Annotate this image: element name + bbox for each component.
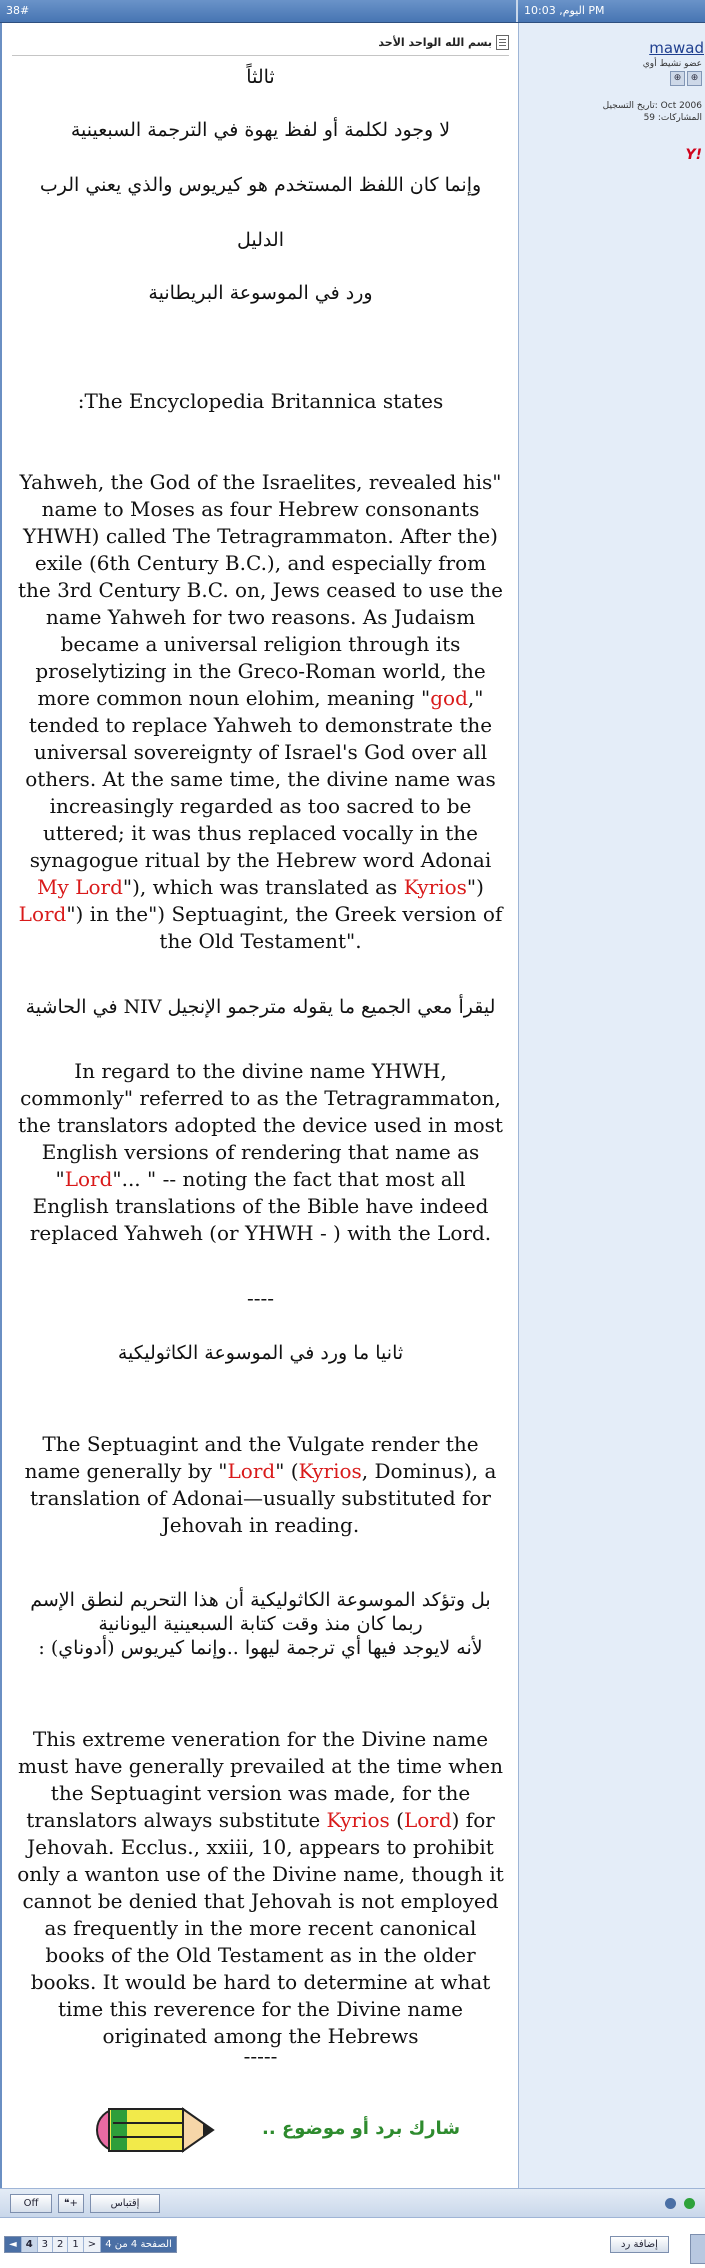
arabic-line-4: ورد في الموسوعة البريطانية [148,282,373,304]
page-link-current[interactable]: 4 [22,2237,38,2252]
online-status-icon [684,2198,695,2209]
first-page-button[interactable]: ◄ [5,2237,22,2252]
highlight-lord: Lord [18,902,67,926]
quote-text: ," tended to replace Yahweh to demonstrate the universal sovereignty of Israel's God over all others. At the same time, the divine name was increasingly regarded as too sacred to be uttered; it was thus replaced vocally in the synagogue ritual by the Hebrew word Adonai [25,686,496,872]
highlight-kyrios: Kyrios [403,875,467,899]
quote-text: Yahweh, the God of the Israelites, revealed his" name to Moses as four Hebrew consonants YHWH) called The Tetragrammaton. After the) exile (6th Century B.C.), and especially from the 3rd Century B.C. on, Jews ceased to use the name Yahweh for two reasons. As Judaism became a universal religion through its proselytizing in the Greco-Roman world, the more common noun elohim, meaning " [17,470,504,710]
username-link[interactable]: mawad [649,39,704,57]
post-count: المشاركات: 59 [643,113,702,123]
quote-text: The Septuagint and the Vulgate render the name generally by " [24,1432,479,1483]
multi-quote-icon[interactable]: ❝+ [58,2194,84,2213]
quote-text: ( [396,1808,404,1832]
post-body [0,23,519,2188]
user-icons [670,71,702,86]
highlight-lord: Lord [403,1808,452,1832]
quote-text: "), which was translated as [122,875,398,899]
yahoo-messenger-icon[interactable]: Y! [685,147,702,163]
britannica-quote [16,469,505,955]
post-title-text: بسم الله الواحد الأحد [378,36,492,49]
highlight-kyrios: Kyrios [298,1459,362,1483]
separator-dashes: ----- [243,2044,278,2068]
page-link[interactable]: 1 [68,2237,83,2252]
highlight-kyrios: Kyrios [326,1808,390,1832]
arabic-line-8: لأنه لايوجد فيها أي ترجمة ليهوا ..وإنما كيريوس (أدوناي) : [38,1637,483,1659]
highlight-my-lord: My Lord [37,875,123,899]
highlight-god: god [430,686,468,710]
pencil-icon [95,2105,215,2155]
next-page-button[interactable]: > [84,2237,101,2252]
post-action-bar [0,2188,705,2218]
offline-status-icon [665,2198,676,2209]
section-heading: ثالثاً [246,66,275,88]
report-button[interactable]: Off [10,2194,52,2213]
niv-quote [16,1058,505,1247]
arabic-line-2: وإنما كان اللفظ المستخدم هو كيريوس والذي يعني الرب [39,174,482,196]
user-rank: عضو نشيط أوي [642,59,702,69]
page-link[interactable]: 2 [53,2237,68,2252]
quote-button[interactable]: إقتباس [90,2194,160,2213]
signature-text: شارك برد أو موضوع .. [262,2118,461,2139]
post-title [378,35,509,50]
quote-text: This extreme veneration for the Divine name must have generally prevailed at the time when the Septuagint version was made, for the translators always substitute [17,1727,504,1832]
add-reply-button[interactable]: إضافة رد [610,2236,669,2253]
scrollbar[interactable] [690,2234,705,2264]
user-gender-icon: ⊕ [687,71,702,86]
pagination [4,2236,177,2253]
user-sidebar [518,23,705,2188]
arabic-line-6: ثانيا ما ورد في الموسوعة الكاثوليكية [117,1342,404,1364]
catholic-quote-1 [24,1431,497,1539]
catholic-quote-2 [12,1726,509,2050]
arabic-line-3: الدليل [237,229,284,251]
document-icon [496,35,509,50]
arabic-line-7: بل وتؤكد الموسوعة الكاثوليكية أن هذا التحريم لنطق الإسم ربما كان منذ وقت كتابة السبعينية اليونانية [30,1589,491,1635]
britannica-intro: :The Encyclopedia Britannica states [77,389,444,413]
post-date: اليوم, 10:03 PM [524,4,605,17]
quote-text: ") in the") Septuagint, the Greek version of the Old Testament". [66,902,503,953]
page-info: الصفحة 4 من 4 [101,2237,176,2252]
separator-dashes: ---- [246,1286,275,1310]
quote-text: , Dominus), a translation of Adonai—usually substituted for Jehovah in reading. [30,1459,497,1537]
highlight-lord: Lord [64,1167,113,1191]
page-link[interactable]: 3 [38,2237,53,2252]
quote-text: " ( [275,1459,299,1483]
post-header-bar [0,0,705,23]
quote-text: "... " -- noting the fact that most all English translations of the Bible have indeed replaced Yahweh (or YHWH - ) with the Lord. [29,1167,492,1245]
user-flag-icon: ⊕ [670,71,685,86]
arabic-line-5: ليقرأ معي الجميع ما يقوله مترجمو الإنجيل NIV في الحاشية [25,996,496,1018]
pager-bar [0,2230,705,2268]
header-divider [516,0,518,22]
quote-text: ) for Jehovah. Ecclus., xxiii, 10, appears to prohibit only a wanton use of the Divine name, though it cannot be denied that Jehovah is not employed as frequently in the more recent canonical books of the Old Testament as in the older books. It would be hard to determine at what time this reverence for the Divine name originated among the Hebrews [17,1808,504,2048]
highlight-lord: Lord [227,1459,276,1483]
post-number-link[interactable]: 38# [6,4,30,17]
quote-text: In regard to the divine name YHWH, commonly" referred to as the Tetragrammaton, the translators adopted the device used in most English versions of rendering that name as " [18,1059,503,1191]
title-divider [12,55,509,56]
arabic-line-1: لا وجود لكلمة أو لفظ يهوة في الترجمة السبعينية [70,119,451,141]
join-date: تاريخ التسجيل: Oct 2006 [602,101,702,111]
quote-text: ") [466,875,484,899]
